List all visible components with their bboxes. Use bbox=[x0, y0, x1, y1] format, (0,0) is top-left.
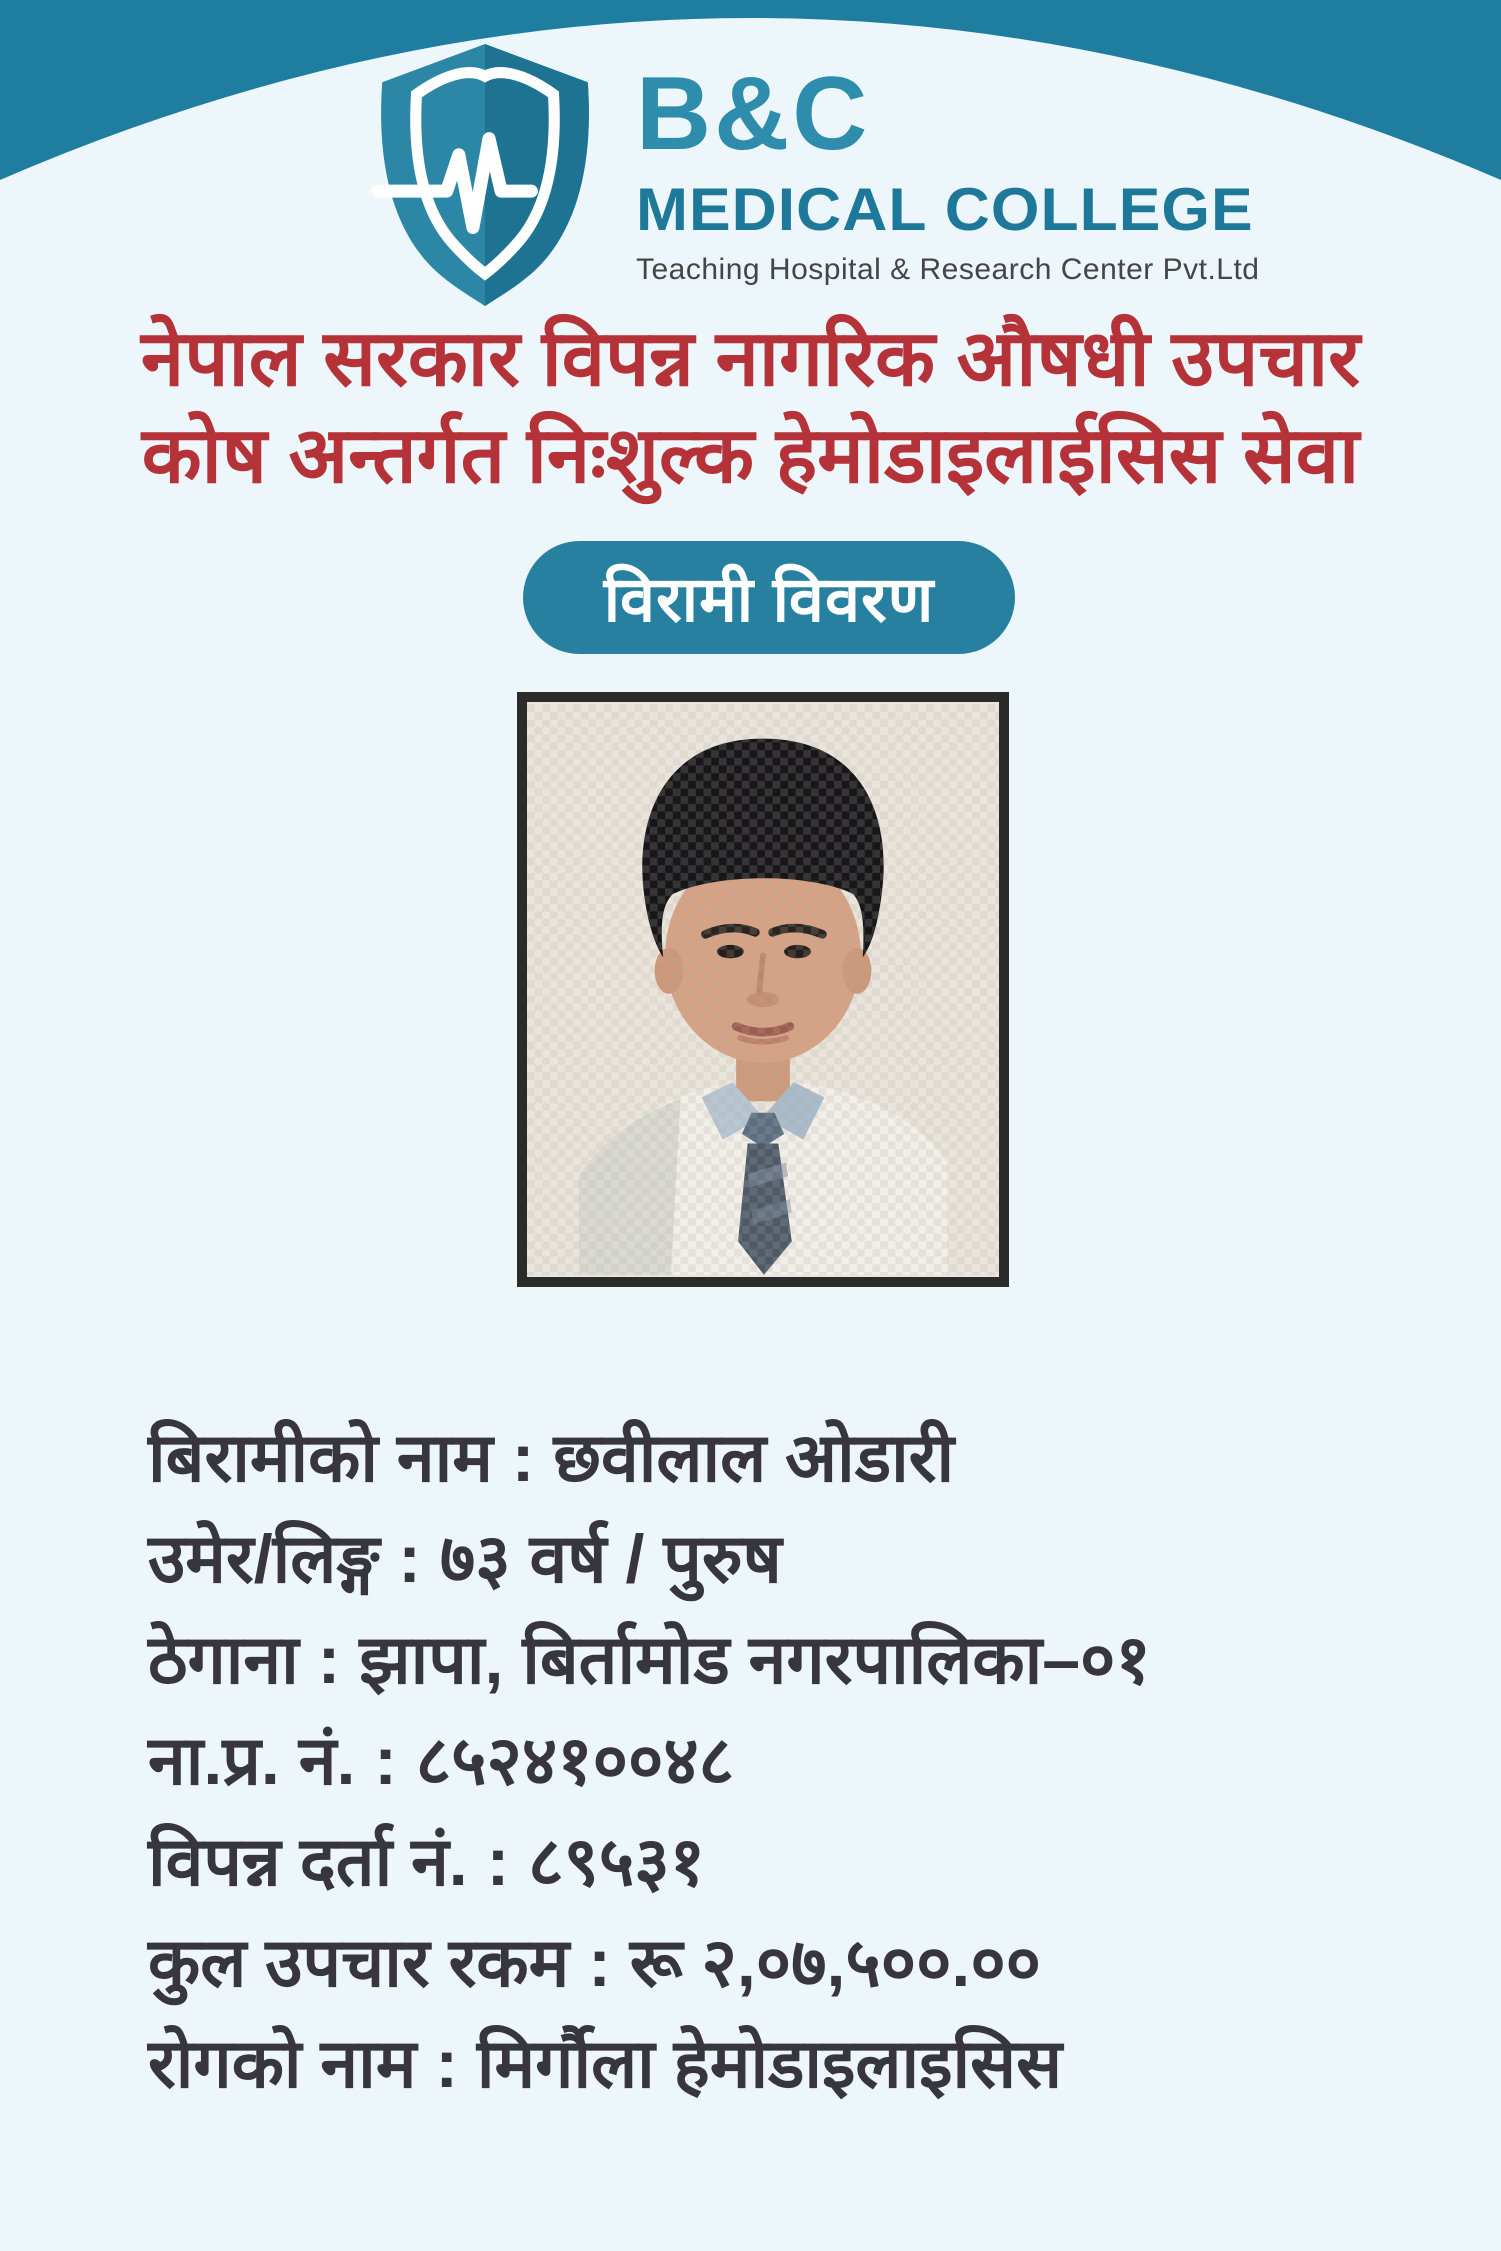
brand-abbr: B&C bbox=[636, 56, 871, 172]
detail-label: बिरामीको नाम bbox=[148, 1420, 493, 1496]
detail-value: ८९५३१ bbox=[528, 1824, 705, 1900]
detail-label: ठेगाना bbox=[148, 1622, 299, 1698]
section-badge bbox=[523, 541, 1015, 654]
section-badge-label: विरामी विवरण bbox=[603, 565, 935, 635]
brand-name: MEDICAL COLLEGE bbox=[636, 176, 1254, 243]
detail-row-treatment-amount bbox=[148, 1913, 1428, 2014]
patient-portrait-illustration bbox=[527, 702, 999, 1277]
detail-row-disease bbox=[148, 2014, 1428, 2115]
detail-separator: : bbox=[467, 1824, 529, 1900]
detail-value: ७३ वर्ष / पुरुष bbox=[439, 1521, 782, 1597]
detail-value: झापा, बिर्तामोड नगरपालिका–०१ bbox=[359, 1622, 1151, 1698]
detail-separator: : bbox=[298, 1622, 360, 1698]
headline-line-2: कोष अन्तर्गत निःशुल्क हेमोडाइलाईसिस सेवा bbox=[141, 411, 1360, 499]
detail-row-name bbox=[148, 1408, 1428, 1509]
detail-label: कुल उपचार रकम bbox=[148, 1925, 570, 2001]
detail-separator: : bbox=[355, 1723, 416, 1799]
detail-value: ८५२४१००४८ bbox=[415, 1723, 735, 1799]
program-headline bbox=[0, 310, 1501, 504]
detail-row-registration-no bbox=[148, 1812, 1428, 1913]
detail-separator: : bbox=[492, 1420, 554, 1496]
detail-value: मिर्गौला हेमोडाइलाइसिस bbox=[476, 2026, 1063, 2102]
detail-separator: : bbox=[569, 1925, 630, 2001]
patient-details bbox=[148, 1408, 1428, 2115]
brand-block bbox=[636, 56, 1336, 287]
detail-separator: : bbox=[379, 1521, 440, 1597]
detail-value: छवीलाल ओडारी bbox=[553, 1420, 955, 1496]
detail-label: उमेर/लिङ्ग bbox=[148, 1521, 380, 1597]
detail-label: विपन्न दर्ता नं. bbox=[148, 1824, 468, 1900]
detail-separator: : bbox=[416, 2026, 477, 2102]
detail-value: रू २,०७,५००.०० bbox=[629, 1925, 1042, 2001]
detail-row-address bbox=[148, 1610, 1428, 1711]
detail-row-citizenship-no bbox=[148, 1711, 1428, 1812]
patient-photo bbox=[517, 692, 1009, 1287]
detail-row-age-gender bbox=[148, 1509, 1428, 1610]
shield-pulse-icon bbox=[362, 42, 608, 308]
detail-label: रोगको नाम bbox=[148, 2026, 417, 2102]
brand-tagline: Teaching Hospital & Research Center Pvt.Ltd bbox=[636, 253, 1260, 286]
detail-label: ना.प्र. नं. bbox=[148, 1723, 356, 1799]
headline-line-1: नेपाल सरकार विपन्न नागरिक औषधी उपचार bbox=[140, 314, 1361, 402]
